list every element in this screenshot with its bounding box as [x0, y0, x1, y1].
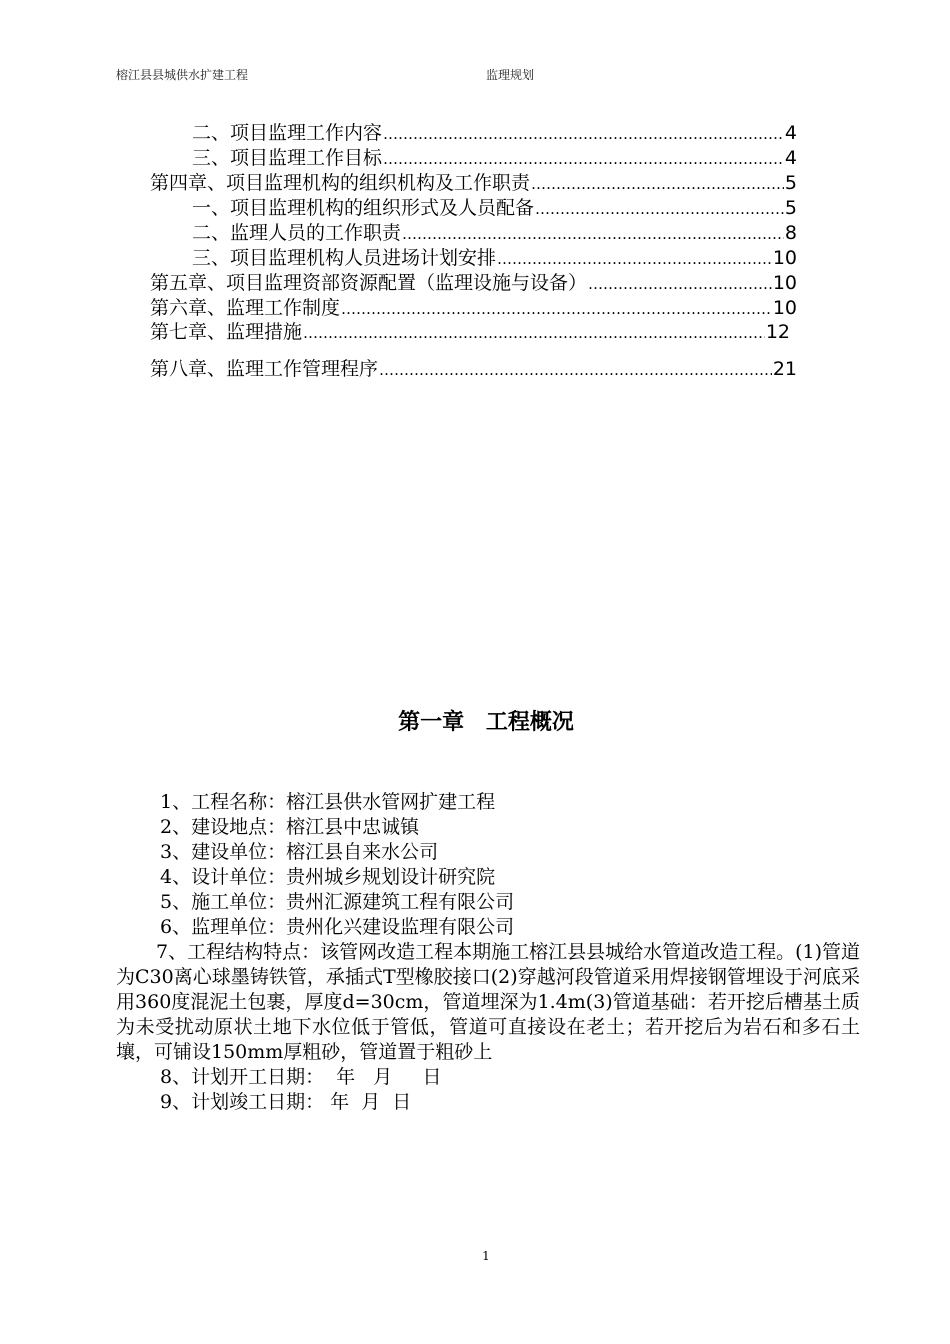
structure-paragraph: 7、工程结构特点：该管网改造工程本期施工榕江县县城给水管道改造工程。(1)管道为C30离心球墨铸铁管，承插式T型橡胶接口(2)穿越河段管道采用焊接钢管埋设于河底采用360度混泥土包裹，厚度d=30cm，管道埋深为1.4m(3)管道基础：若开挖后槽基土质为未受扰动原状土地下水位低于管低，管道可直接设在老土；若开挖后为岩石和多石土壤，可铺设150mm厚粗砂，管道置于粗砂上 — [116, 941, 861, 1063]
project-info-item: 2、建设地点：榕江县中忠诚镇 — [160, 816, 420, 838]
toc-entry[interactable] — [192, 145, 797, 171]
toc-leader-dots — [379, 357, 772, 383]
toc-entry-label: 二、项目监理工作内容 — [192, 122, 383, 144]
header-doc-type: 监理规划 — [486, 68, 535, 82]
toc-leader-dots — [535, 196, 784, 222]
toc-entry-page: 8 — [784, 222, 797, 244]
toc-entry[interactable] — [192, 120, 797, 146]
toc-entry[interactable] — [150, 295, 797, 321]
header-project-name: 榕江县县城供水扩建工程 — [116, 68, 249, 82]
toc-entry-page: 5 — [784, 197, 797, 219]
toc-leader-dots — [531, 171, 784, 197]
chapter-heading — [0, 708, 950, 738]
page-header — [116, 66, 834, 84]
toc-entry[interactable] — [150, 319, 790, 345]
page-number: 1 — [482, 1249, 490, 1263]
toc-entry-label: 第五章、项目监理资部资源配置（监理设施与设备） — [150, 272, 588, 294]
toc-entry-page: 5 — [784, 172, 797, 194]
project-info-item: 1、工程名称：榕江县供水管网扩建工程 — [160, 791, 496, 813]
toc-entry-page: 4 — [784, 147, 797, 169]
toc-leader-dots — [497, 246, 772, 272]
toc-entry-label: 第七章、监理措施 — [150, 321, 303, 343]
toc-leader-dots — [402, 221, 784, 247]
toc-entry[interactable] — [150, 270, 797, 296]
toc-entry-label: 三、项目监理工作目标 — [192, 147, 383, 169]
chapter-title: 工程概况 — [485, 710, 574, 735]
project-info-item: 6、监理单位：贵州化兴建设监理有限公司 — [160, 916, 515, 938]
chapter-body — [116, 790, 860, 1115]
toc-entry-page: 10 — [772, 297, 797, 319]
planned-completion-date: 9、计划竣工日期： 年 月 日 — [160, 1091, 412, 1113]
toc-entry[interactable] — [192, 195, 797, 221]
toc-entry[interactable] — [192, 245, 797, 271]
toc-entry-label: 第四章、项目监理机构的组织机构及工作职责 — [150, 172, 531, 194]
toc-leader-dots — [303, 320, 765, 346]
project-info-item: 3、建设单位：榕江县自来水公司 — [160, 841, 439, 863]
toc-entry-page: 21 — [772, 358, 797, 380]
toc-leader-dots — [383, 146, 784, 172]
toc-entry-label: 三、项目监理机构人员进场计划安排 — [192, 247, 497, 269]
toc-entry[interactable] — [150, 170, 797, 196]
toc-entry-label: 一、项目监理机构的组织形式及人员配备 — [192, 197, 535, 219]
toc-entry-page: 4 — [784, 122, 797, 144]
toc-leader-dots — [383, 121, 784, 147]
toc-entry[interactable] — [192, 220, 797, 246]
toc-entry-page: 12 — [765, 321, 790, 343]
toc-entry-page: 10 — [772, 272, 797, 294]
toc-entry-page: 10 — [772, 247, 797, 269]
toc-leader-dots — [588, 271, 772, 297]
toc-entry-label: 第六章、监理工作制度 — [150, 297, 341, 319]
project-info-item: 4、设计单位：贵州城乡规划设计研究院 — [160, 866, 496, 888]
planned-start-date: 8、计划开工日期： 年 月 日 — [160, 1066, 442, 1088]
toc-entry-label: 第八章、监理工作管理程序 — [150, 358, 379, 380]
chapter-number: 第一章 — [398, 710, 465, 735]
toc-entry[interactable] — [150, 356, 797, 382]
project-info-item: 5、施工单位：贵州汇源建筑工程有限公司 — [160, 891, 515, 913]
toc-entry-label: 二、监理人员的工作职责 — [192, 222, 402, 244]
